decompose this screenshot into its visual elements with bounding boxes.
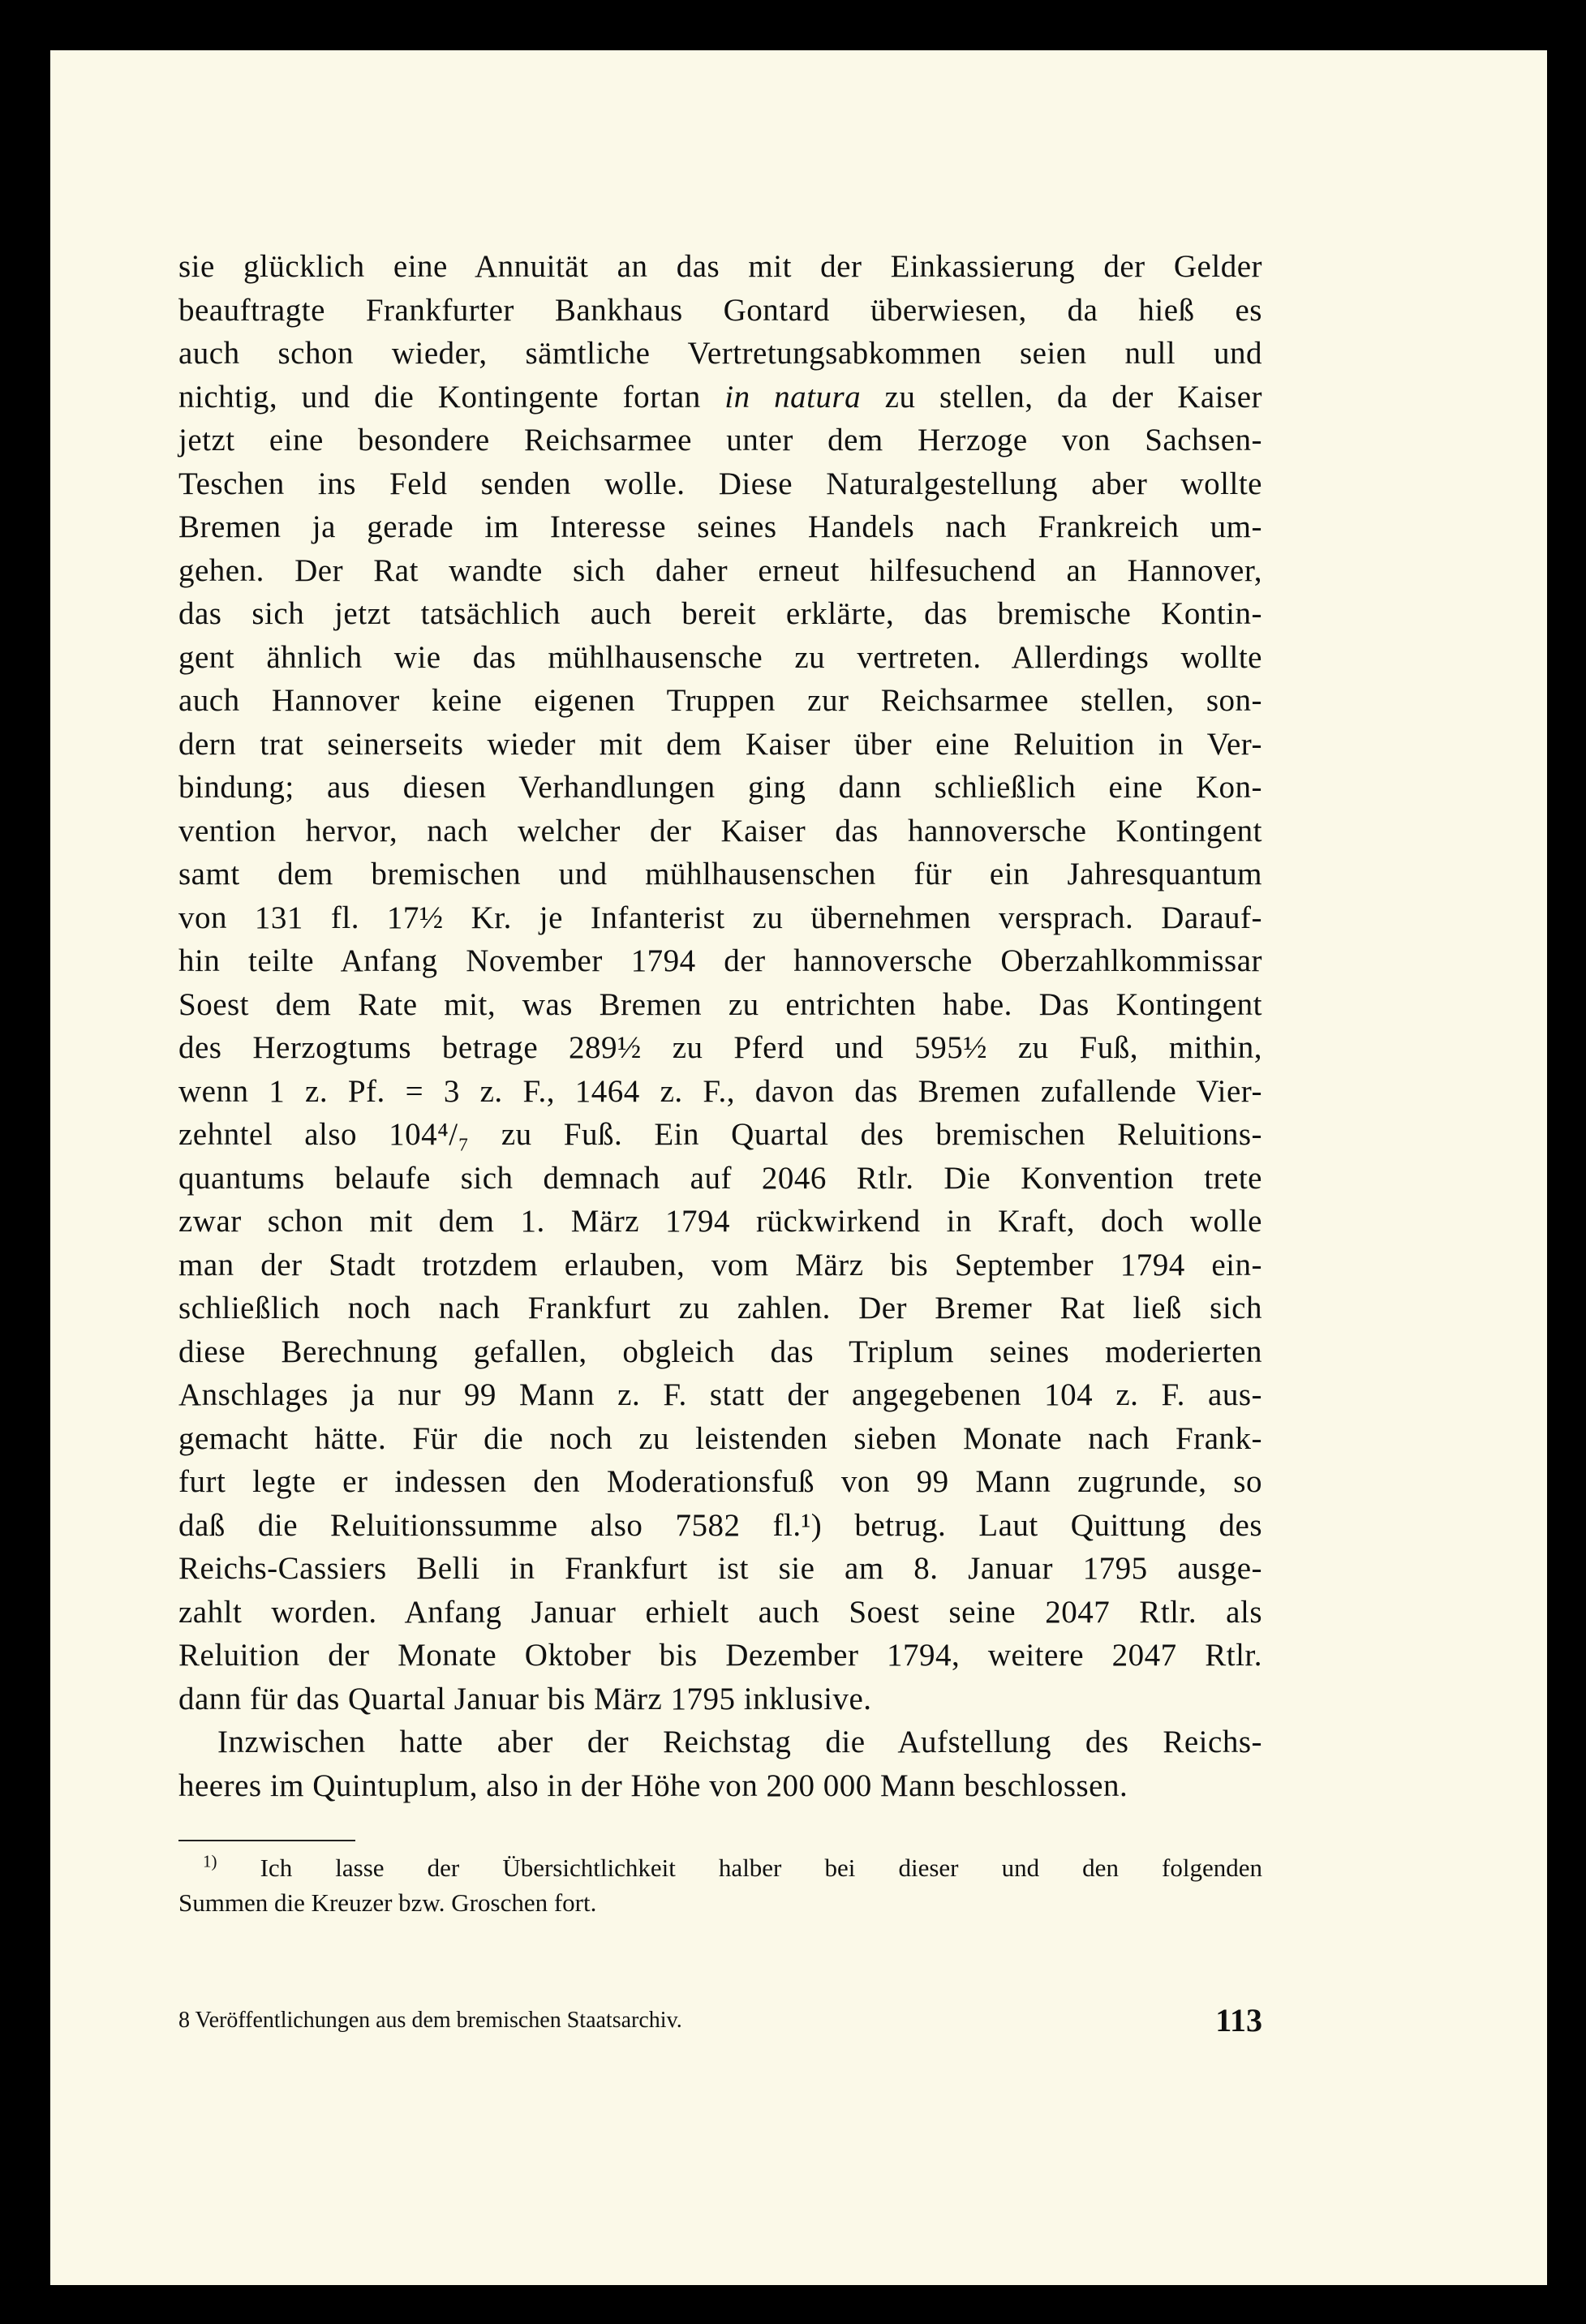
footnote-line: $^{1)}$ Ich lasse der Übersichtlichkeit halber bei dieser und den folgenden xyxy=(203,1851,1262,1882)
footnote xyxy=(178,1850,1262,1920)
document-page xyxy=(50,50,1547,2285)
text-line: auch schon wieder, sämtliche Vertretungsabkommen seien null und xyxy=(178,336,1262,371)
text-line: Anschlages ja nur 99 Mann z. F. statt der angegebenen 104 z. F. aus- xyxy=(178,1377,1262,1412)
text-line: bindung; aus diesen Verhandlungen ging dann schließlich eine Kon- xyxy=(178,770,1262,805)
text-line: gemacht hätte. Für die noch zu leistenden sieben Monate nach Frank- xyxy=(178,1420,1262,1456)
text-line: furt legte er indessen den Moderationsfuß von 99 Mann zugrunde, so xyxy=(178,1464,1262,1499)
text-line: samt dem bremischen und mühlhausenschen für ein Jahresquantum xyxy=(178,857,1262,891)
text-line: Inzwischen hatte aber der Reichstag die Aufstellung des Reichs- xyxy=(217,1725,1262,1759)
text-line: zehntel also 104⁴/₇ zu Fuß. Ein Quartal des bremischen Reluitions- xyxy=(178,1117,1262,1152)
text-line: daß die Reluitionssumme also 7582 fl.¹) betrug. Laut Quittung des xyxy=(178,1507,1262,1543)
text-line: das sich jetzt tatsächlich auch bereit erklärte, das bremische Kontin- xyxy=(178,596,1262,631)
text-line: Teschen ins Feld senden wolle. Diese Naturalgestellung aber wollte xyxy=(178,466,1262,501)
main-text xyxy=(178,245,1262,1807)
text-line: heeres im Quintuplum, also in der Höhe von 200 000 Mann beschlossen. xyxy=(178,1768,1128,1803)
text-line: jetzt eine besondere Reichsarmee unter dem Herzoge von Sachsen- xyxy=(178,423,1262,457)
text-line: von 131 fl. 17½ Kr. je Infanterist zu übernehmen versprach. Darauf- xyxy=(178,900,1262,935)
text-line: auch Hannover keine eigenen Truppen zur Reichsarmee stellen, son- xyxy=(178,683,1262,718)
text-line: man der Stadt trotzdem erlauben, vom März bis September 1794 ein- xyxy=(178,1247,1262,1282)
text-line: vention hervor, nach welcher der Kaiser das hannoversche Kontingent xyxy=(178,813,1262,848)
text-line: wenn 1 z. Pf. = 3 z. F., 1464 z. F., davon das Bremen zufallende Vier- xyxy=(178,1073,1262,1109)
text-line: dann für das Quartal Januar bis März 1795 inklusive. xyxy=(178,1681,872,1716)
footnote-marker: 1) xyxy=(203,1851,217,1871)
footnote-divider xyxy=(178,1840,355,1841)
text-line: schließlich noch nach Frankfurt zu zahlen. Der Bremer Rat ließ sich xyxy=(178,1291,1262,1325)
text-line: nichtig, und die Kontingente fortan in natura zu stellen, da der Kaiser xyxy=(178,379,1262,415)
text-line: Bremen ja gerade im Interesse seines Handels nach Frankreich um- xyxy=(178,509,1262,544)
printer-signature: 8 Veröffentlichungen aus dem bremischen Staatsarchiv. xyxy=(178,2008,682,2033)
text-line: Reichs-Cassiers Belli in Frankfurt ist sie am 8. Januar 1795 ausge- xyxy=(178,1551,1262,1586)
text-line: beauftragte Frankfurter Bankhaus Gontard überwiesen, da hieß es xyxy=(178,292,1262,328)
text-line: Reluition der Monate Oktober bis Dezember 1794, weitere 2047 Rtlr. xyxy=(178,1638,1262,1673)
text-line: dern trat seinerseits wieder mit dem Kaiser über eine Reluition in Ver- xyxy=(178,726,1262,762)
text-line: zahlt worden. Anfang Januar erhielt auch Soest seine 2047 Rtlr. als xyxy=(178,1594,1262,1630)
text-line: zwar schon mit dem 1. März 1794 rückwirkend in Kraft, doch wolle xyxy=(178,1204,1262,1239)
text-line: gent ähnlich wie das mühlhausensche zu vertreten. Allerdings wollte xyxy=(178,639,1262,675)
text-line: gehen. Der Rat wandte sich daher erneut hilfesuchend an Hannover, xyxy=(178,552,1262,588)
footnote-line: Summen die Kreuzer bzw. Groschen fort. xyxy=(178,1888,597,1917)
emphasis: in natura xyxy=(724,379,862,415)
text-line: Soest dem Rate mit, was Bremen zu entrichten habe. Das Kontingent xyxy=(178,986,1262,1022)
text-line: quantums belaufe sich demnach auf 2046 Rtlr. Die Konvention trete xyxy=(178,1160,1262,1196)
text-line: diese Berechnung gefallen, obgleich das Triplum seines moderierten xyxy=(178,1334,1262,1369)
text-line: des Herzogtums betrage 289½ zu Pferd und 595½ zu Fuß, mithin, xyxy=(178,1030,1262,1065)
page-number: 113 xyxy=(1215,2002,1262,2038)
text-line: sie glücklich eine Annuität an das mit der Einkassierung der Gelder xyxy=(178,249,1262,284)
text-line: hin teilte Anfang November 1794 der hannoversche Oberzahlkommissar xyxy=(178,943,1262,978)
